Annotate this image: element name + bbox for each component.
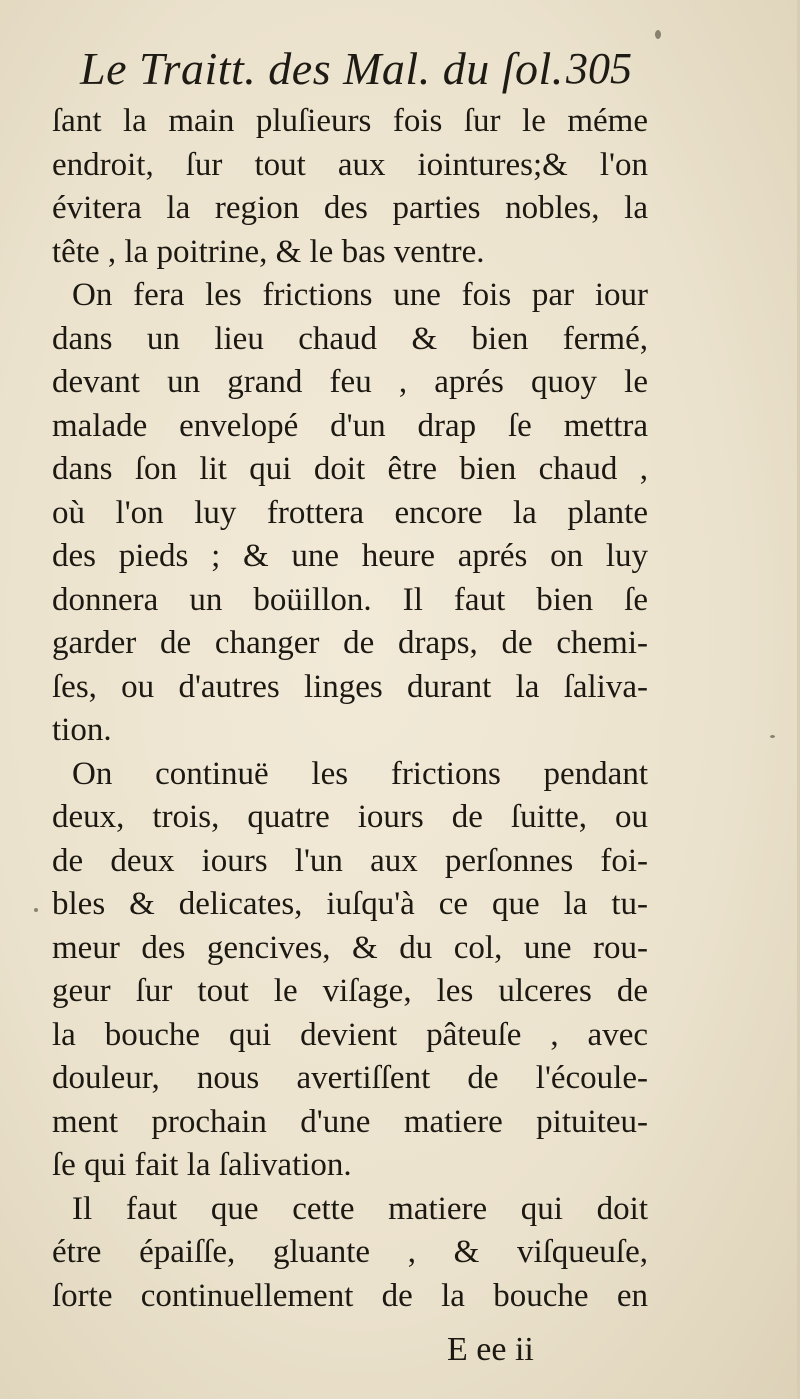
text-line: des pieds ; & une heure aprés on luy xyxy=(52,538,648,574)
text-line: ment prochain d'une matiere pituiteu- xyxy=(52,1103,648,1140)
running-title: Le Traitt. des Mal. du ſol. xyxy=(80,43,564,94)
text-line: deux, trois, quatre iours de ſuitte, ou xyxy=(52,799,648,835)
text-line: douleur, nous avertiſſent de l'écoule- xyxy=(52,1060,648,1096)
text-line: devant un grand feu , aprés quoy le xyxy=(52,364,648,400)
text-line: évitera la region des parties nobles, la xyxy=(52,190,648,226)
text-line: garder de changer de draps, de chemi- xyxy=(52,625,648,661)
text-line: la bouche qui devient pâteuſe , avec xyxy=(52,1016,648,1053)
text-line: On continuë les frictions pendant xyxy=(72,755,648,792)
text-line: tête , la poitrine, & le bas ventre. xyxy=(52,233,485,270)
ink-speck xyxy=(34,908,38,912)
paragraph-1 xyxy=(52,100,648,274)
text-line: bles & delicates, iuſqu'à ce que la tu- xyxy=(52,886,648,922)
text-line: On fera les frictions une fois par iour xyxy=(72,277,648,313)
text-line: malade envelopé d'un drap ſe mettra xyxy=(52,407,648,444)
text-line: étre épaiſſe, gluante , & viſqueuſe, xyxy=(52,1234,648,1270)
text-line: endroit, ſur tout aux iointures;& l'on xyxy=(52,146,648,183)
text-line: donnera un boüillon. Il faut bien ſe xyxy=(52,581,648,618)
ink-speck xyxy=(655,30,661,39)
ink-speck xyxy=(770,735,775,738)
body-text xyxy=(52,100,648,1318)
text-line: dans ſon lit qui doit être bien chaud , xyxy=(52,451,648,487)
text-line: dans un lieu chaud & bien fermé, xyxy=(52,320,648,357)
running-head xyxy=(0,38,800,100)
text-line: de deux iours l'un aux perſonnes foi- xyxy=(52,842,648,879)
paragraph-2 xyxy=(52,274,648,753)
text-line: ſant la main pluſieurs fois ſur le méme xyxy=(52,103,648,139)
text-line: ſes, ou d'autres linges durant la ſaliva- xyxy=(52,668,648,705)
paragraph-4 xyxy=(52,1188,648,1319)
text-line: où l'on luy frottera encore la plante xyxy=(52,494,648,531)
text-line: ſe qui fait la ſalivation. xyxy=(52,1147,352,1183)
text-line: Il faut que cette matiere qui doit xyxy=(72,1190,648,1227)
text-line: meur des gencives, & du col, une rou- xyxy=(52,929,648,966)
page-number: 305 xyxy=(566,44,632,93)
paragraph-3 xyxy=(52,753,648,1188)
text-line: ſorte continuellement de la bouche en xyxy=(52,1277,648,1314)
text-line: geur ſur tout le viſage, les ulceres de xyxy=(52,973,648,1009)
signature-mark: E ee ii xyxy=(447,1331,534,1368)
text-line: tion. xyxy=(52,712,112,748)
